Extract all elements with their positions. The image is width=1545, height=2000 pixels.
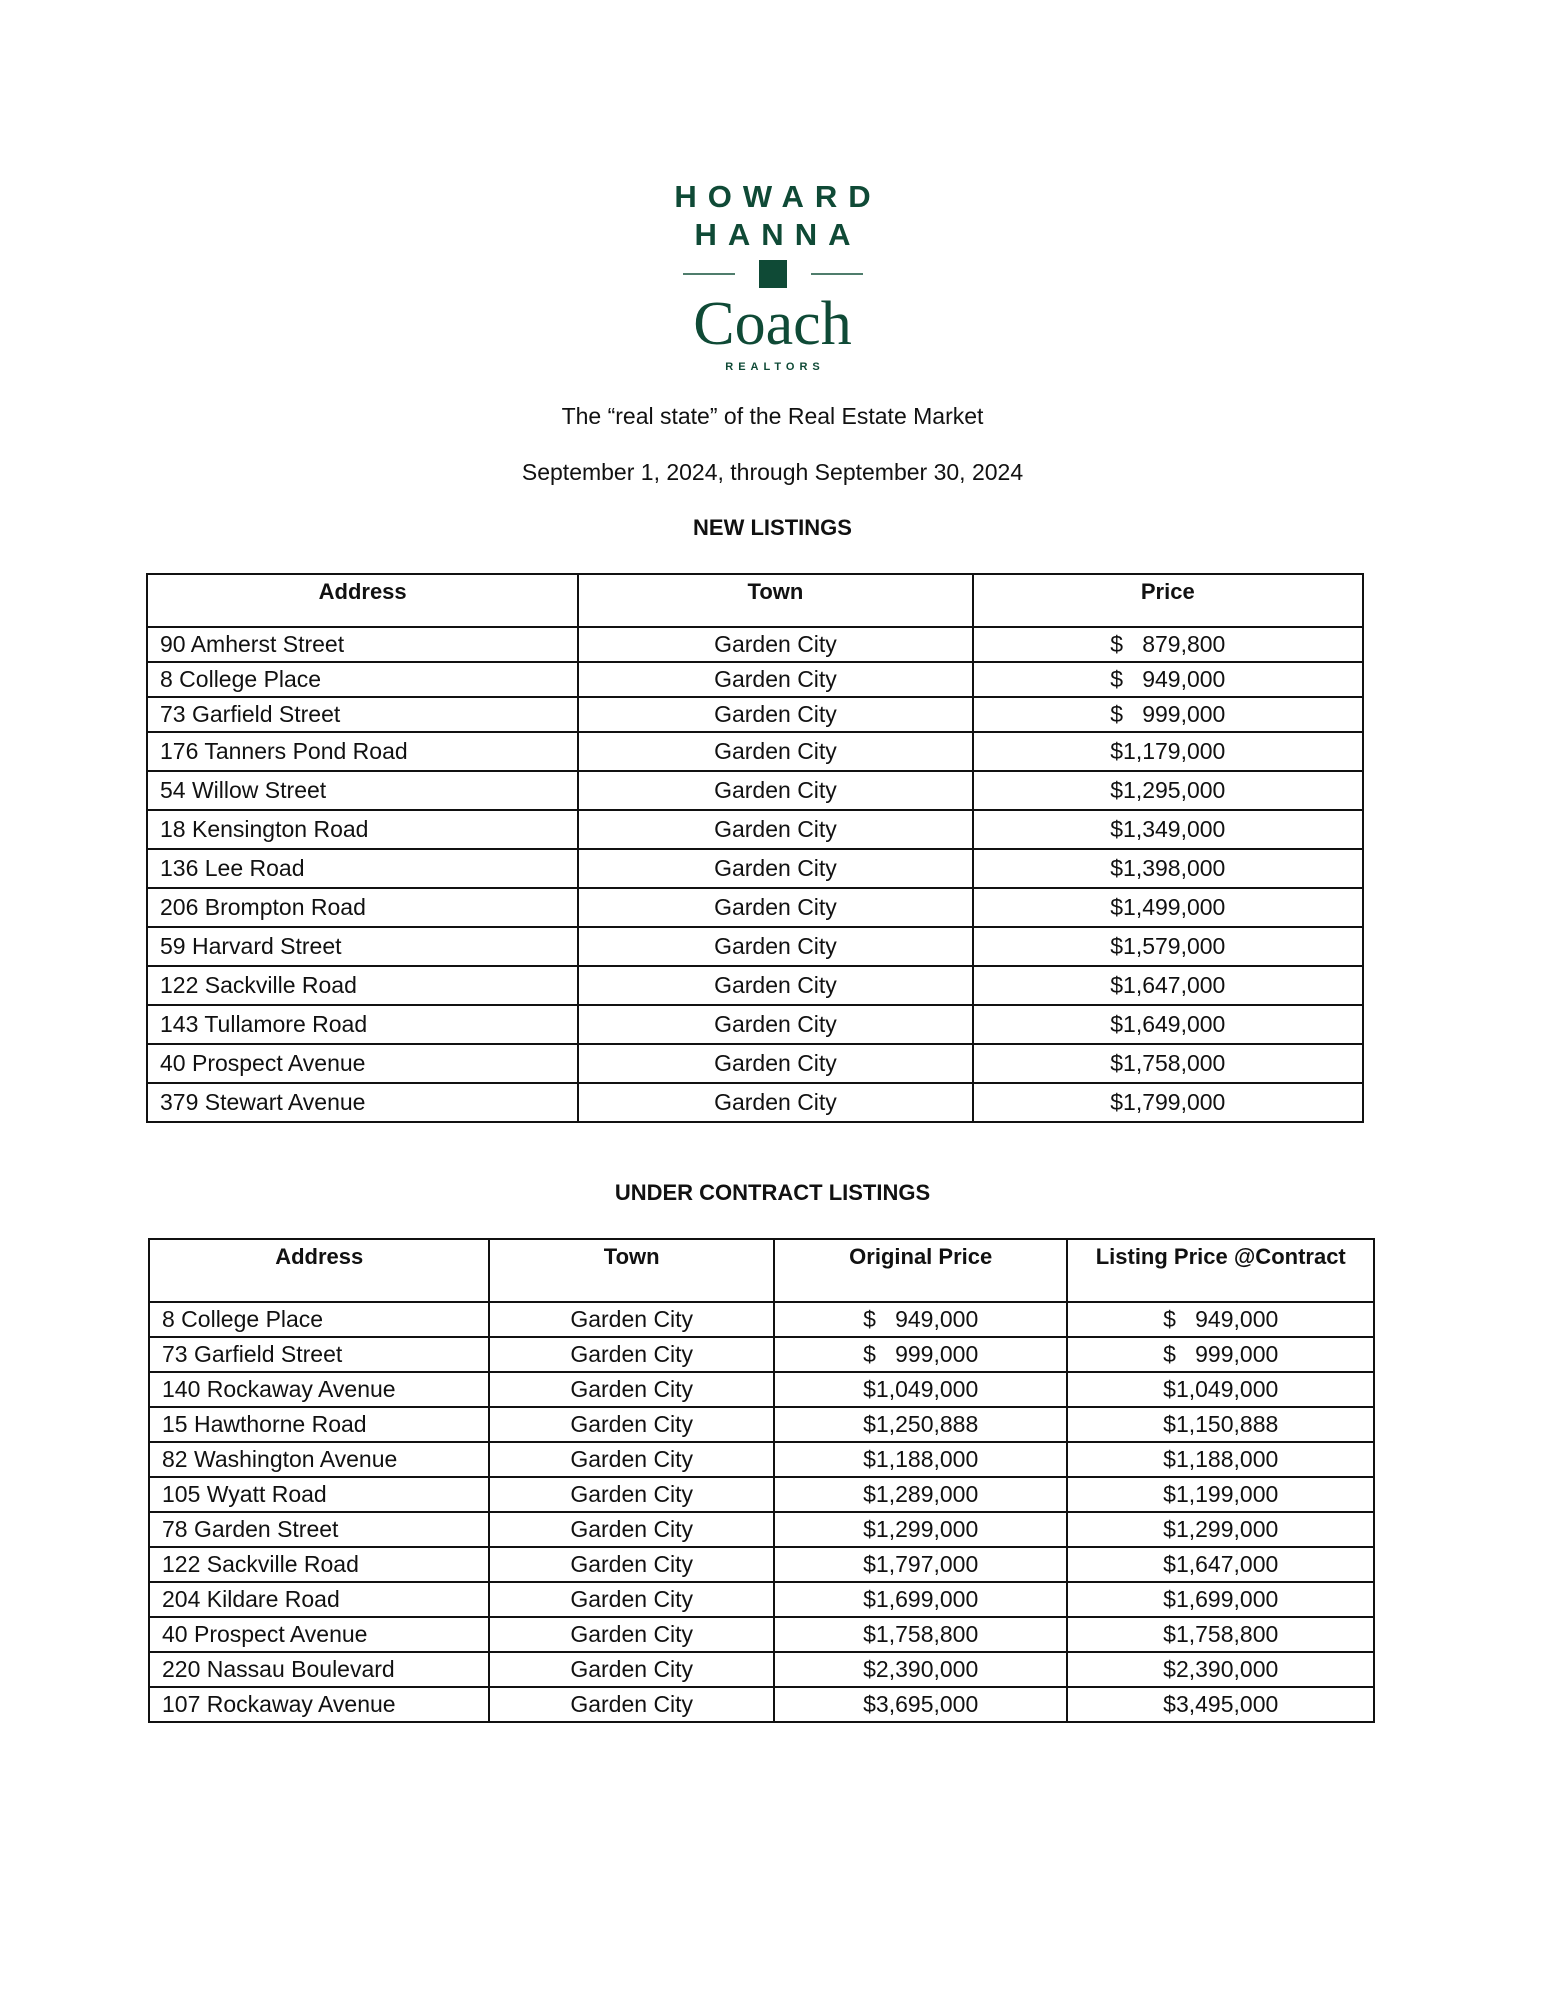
address-cell: 40 Prospect Avenue [149, 1617, 489, 1652]
address-cell: 140 Rockaway Avenue [149, 1372, 489, 1407]
table-row [149, 1582, 1374, 1617]
contract-price-cell: $1,188,000 [1067, 1442, 1374, 1477]
table-row [147, 927, 1363, 966]
original-price-cell: $2,390,000 [774, 1652, 1068, 1687]
table-row [147, 1005, 1363, 1044]
column-header-address: Address [147, 574, 578, 627]
price-cell: $1,179,000 [973, 732, 1363, 771]
original-price-cell: $1,299,000 [774, 1512, 1068, 1547]
original-price-cell: $1,699,000 [774, 1582, 1068, 1617]
logo-text-coach: Coach [693, 290, 852, 358]
price-cell: $1,649,000 [973, 1005, 1363, 1044]
town-cell: Garden City [489, 1617, 773, 1652]
town-cell: Garden City [578, 888, 972, 927]
address-cell: 107 Rockaway Avenue [149, 1687, 489, 1722]
table-row [149, 1547, 1374, 1582]
contract-price-cell: $1,758,800 [1067, 1617, 1374, 1652]
contract-price-cell: $1,199,000 [1067, 1477, 1374, 1512]
price-cell: $1,349,000 [973, 810, 1363, 849]
table-row [147, 697, 1363, 732]
table-header-row [147, 574, 1363, 627]
price-cell: $1,499,000 [973, 888, 1363, 927]
logo-square-icon [759, 260, 787, 288]
report-date-range: September 1, 2024, through September 30, 2024 [521, 459, 1024, 485]
table-header-row [149, 1239, 1374, 1302]
address-cell: 105 Wyatt Road [149, 1477, 489, 1512]
table-row [149, 1652, 1374, 1687]
table-row [149, 1687, 1374, 1722]
address-cell: 176 Tanners Pond Road [147, 732, 578, 771]
table-row [147, 771, 1363, 810]
column-header-address: Address [149, 1239, 489, 1302]
table-row [149, 1477, 1374, 1512]
price-cell: $1,647,000 [973, 966, 1363, 1005]
table-row [149, 1407, 1374, 1442]
price-cell: $1,758,000 [973, 1044, 1363, 1083]
logo-text-howard: HOWARD [674, 179, 882, 214]
address-cell: 204 Kildare Road [149, 1582, 489, 1617]
under-contract-title: UNDER CONTRACT LISTINGS [614, 1180, 931, 1205]
town-cell: Garden City [578, 1005, 972, 1044]
town-cell: Garden City [578, 849, 972, 888]
town-cell: Garden City [489, 1302, 773, 1337]
table-row [149, 1372, 1374, 1407]
town-cell: Garden City [489, 1652, 773, 1687]
price-cell: $1,799,000 [973, 1083, 1363, 1122]
address-cell: 73 Garfield Street [149, 1337, 489, 1372]
table-row [149, 1512, 1374, 1547]
table-row [147, 810, 1363, 849]
town-cell: Garden City [578, 927, 972, 966]
price-cell: $1,398,000 [973, 849, 1363, 888]
under-contract-table [148, 1238, 1375, 1723]
town-cell: Garden City [578, 771, 972, 810]
town-cell: Garden City [489, 1582, 773, 1617]
logo-rule-right [811, 273, 863, 275]
table-row [149, 1302, 1374, 1337]
address-cell: 220 Nassau Boulevard [149, 1652, 489, 1687]
original-price-cell: $1,188,000 [774, 1442, 1068, 1477]
report-title: The “real state” of the Real Estate Market [561, 403, 984, 429]
original-price-cell: $ 949,000 [774, 1302, 1068, 1337]
table-row [147, 1044, 1363, 1083]
town-cell: Garden City [489, 1687, 773, 1722]
company-logo [0, 178, 1545, 373]
original-price-cell: $1,049,000 [774, 1372, 1068, 1407]
price-cell: $ 999,000 [973, 697, 1363, 732]
town-cell: Garden City [489, 1372, 773, 1407]
address-cell: 18 Kensington Road [147, 810, 578, 849]
town-cell: Garden City [578, 966, 972, 1005]
address-cell: 78 Garden Street [149, 1512, 489, 1547]
original-price-cell: $1,758,800 [774, 1617, 1068, 1652]
contract-price-cell: $2,390,000 [1067, 1652, 1374, 1687]
town-cell: Garden City [489, 1512, 773, 1547]
contract-price-cell: $1,150,888 [1067, 1407, 1374, 1442]
contract-price-cell: $ 949,000 [1067, 1302, 1374, 1337]
address-cell: 8 College Place [147, 662, 578, 697]
contract-price-cell: $1,647,000 [1067, 1547, 1374, 1582]
column-header-price: Price [973, 574, 1363, 627]
town-cell: Garden City [489, 1337, 773, 1372]
original-price-cell: $1,289,000 [774, 1477, 1068, 1512]
column-header-contract-price: Listing Price @Contract [1067, 1239, 1374, 1302]
town-cell: Garden City [489, 1547, 773, 1582]
town-cell: Garden City [578, 732, 972, 771]
table-row [147, 627, 1363, 662]
address-cell: 379 Stewart Avenue [147, 1083, 578, 1122]
town-cell: Garden City [489, 1442, 773, 1477]
town-cell: Garden City [578, 1083, 972, 1122]
address-cell: 143 Tullamore Road [147, 1005, 578, 1044]
original-price-cell: $1,250,888 [774, 1407, 1068, 1442]
table-row [147, 662, 1363, 697]
address-cell: 40 Prospect Avenue [147, 1044, 578, 1083]
address-cell: 73 Garfield Street [147, 697, 578, 732]
address-cell: 8 College Place [149, 1302, 489, 1337]
town-cell: Garden City [578, 1044, 972, 1083]
table-row [149, 1442, 1374, 1477]
address-cell: 122 Sackville Road [149, 1547, 489, 1582]
address-cell: 206 Brompton Road [147, 888, 578, 927]
logo-rule-left [683, 273, 735, 275]
town-cell: Garden City [578, 810, 972, 849]
town-cell: Garden City [489, 1407, 773, 1442]
table-row [147, 966, 1363, 1005]
price-cell: $1,579,000 [973, 927, 1363, 966]
contract-price-cell: $1,699,000 [1067, 1582, 1374, 1617]
contract-price-cell: $ 999,000 [1067, 1337, 1374, 1372]
logo-divider [0, 259, 1545, 289]
table-row [149, 1617, 1374, 1652]
town-cell: Garden City [578, 697, 972, 732]
address-cell: 136 Lee Road [147, 849, 578, 888]
address-cell: 122 Sackville Road [147, 966, 578, 1005]
town-cell: Garden City [489, 1477, 773, 1512]
table-row [147, 732, 1363, 771]
table-row [147, 849, 1363, 888]
table-row [149, 1337, 1374, 1372]
address-cell: 82 Washington Avenue [149, 1442, 489, 1477]
original-price-cell: $ 999,000 [774, 1337, 1068, 1372]
logo-text-realtors: REALTORS [725, 361, 825, 373]
price-cell: $1,295,000 [973, 771, 1363, 810]
address-cell: 90 Amherst Street [147, 627, 578, 662]
new-listings-table [146, 573, 1364, 1123]
address-cell: 15 Hawthorne Road [149, 1407, 489, 1442]
contract-price-cell: $1,299,000 [1067, 1512, 1374, 1547]
table-row [147, 888, 1363, 927]
contract-price-cell: $1,049,000 [1067, 1372, 1374, 1407]
original-price-cell: $1,797,000 [774, 1547, 1068, 1582]
address-cell: 54 Willow Street [147, 771, 578, 810]
column-header-town: Town [578, 574, 972, 627]
column-header-original-price: Original Price [774, 1239, 1068, 1302]
price-cell: $ 949,000 [973, 662, 1363, 697]
town-cell: Garden City [578, 662, 972, 697]
town-cell: Garden City [578, 627, 972, 662]
price-cell: $ 879,800 [973, 627, 1363, 662]
column-header-town: Town [489, 1239, 773, 1302]
contract-price-cell: $3,495,000 [1067, 1687, 1374, 1722]
new-listings-title: NEW LISTINGS [693, 515, 852, 540]
original-price-cell: $3,695,000 [774, 1687, 1068, 1722]
address-cell: 59 Harvard Street [147, 927, 578, 966]
logo-text-hanna: HANNA [694, 217, 862, 252]
table-row [147, 1083, 1363, 1122]
